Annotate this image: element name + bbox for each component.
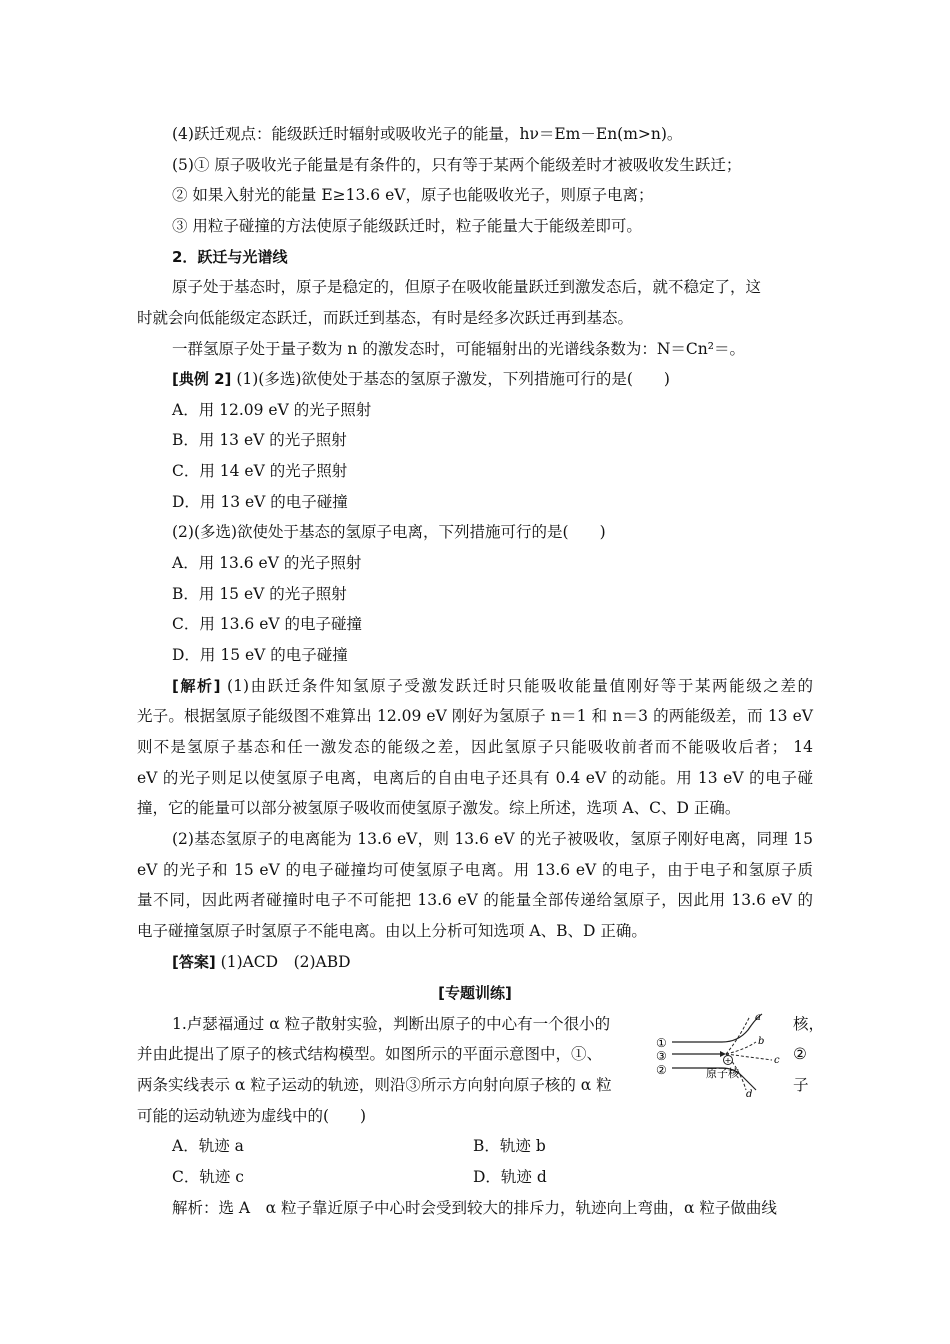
solution-2-line-4: 电子碰撞氢原子时氢原子不能电离。由以上分析可知选项 A、B、D 正确。 <box>137 922 647 940</box>
answer-label: [答案] <box>172 953 216 971</box>
option-2b: B．用 15 eV 的光子照射 <box>172 585 347 603</box>
solution-line-1 <box>172 676 813 696</box>
paragraph-1-line-1: 原子处于基态时，原子是稳定的，但原子在吸收能量跃迁到激发态后，就不稳定了，这 <box>172 278 762 296</box>
example-question-1 <box>172 369 670 389</box>
solution-line-3: 则不是氢原子基态和任一激发态的能级之差，因此氢原子只能吸收前者而不能吸收后者； 14 <box>137 738 813 756</box>
label-d: d <box>746 1089 753 1100</box>
training-option-b: B．轨迹 b <box>473 1137 546 1155</box>
option-2c: C．用 13.6 eV 的电子碰撞 <box>172 615 363 633</box>
training-q1-line-2: 并由此提出了原子的核式结构模型。如图所示的平面示意图中，①、 <box>137 1045 603 1063</box>
point-5-1: (5)① 原子吸收光子能量是有条件的，只有等于某两个能级差时才被吸收发生跃迁； <box>172 156 742 174</box>
paragraph-1-line-2: 时就会向低能级定态跃迁，而跃迁到基态，有时是经多次跃迁再到基态。 <box>137 309 634 327</box>
point-4: (4)跃迁观点：能级跃迁时辐射或吸收光子的能量，hν＝Em－En(m>n)。 <box>172 125 683 143</box>
answer-text: (1)ACD (2)ABD <box>220 953 351 971</box>
nucleus-plus: + <box>724 1056 732 1065</box>
section-heading-2: 2．跃迁与光谱线 <box>172 248 288 266</box>
label-b: b <box>758 1036 765 1047</box>
option-1b: B．用 13 eV 的光子照射 <box>172 431 347 449</box>
example-label: [典例 2] <box>172 370 232 388</box>
training-q1-line-1-tail: 核， <box>793 1015 825 1033</box>
solution-label: [解析] <box>172 677 221 695</box>
training-q1-line-2-tail: ② <box>793 1045 807 1063</box>
training-option-d: D．轨迹 d <box>473 1168 547 1186</box>
paragraph-2: 一群氢原子处于量子数为 n 的激发态时，可能辐射出的光谱线条数为：N＝Cn²＝。 <box>172 340 745 358</box>
label-c: c <box>774 1055 780 1066</box>
point-5-3: ③ 用粒子碰撞的方法使原子能级跃迁时，粒子能量大于能级差即可。 <box>172 217 642 235</box>
alpha-scattering-diagram <box>652 1010 830 1100</box>
answer-line <box>172 952 351 972</box>
label-track-3: ③ <box>656 1049 667 1063</box>
training-q1-line-1: 1.卢瑟福通过 α 粒子散射实验，判断出原子的中心有一个很小的 <box>172 1015 611 1033</box>
label-track-2: ② <box>656 1063 667 1077</box>
example-question-2: (2)(多选)欲使处于基态的氢原子电离，下列措施可行的是( ) <box>172 523 606 541</box>
training-q1-line-4: 可能的运动轨迹为虚线中的( ) <box>137 1107 367 1125</box>
training-option-a: A．轨迹 a <box>172 1137 244 1155</box>
solution-line-5: 撞，它的能量可以部分被氢原子吸收而使氢原子激发。综上所述，选项 A、C、D 正确。 <box>137 799 741 817</box>
solution-2-line-2: eV 的光子和 15 eV 的电子碰撞均可使氢原子电离。用 13.6 eV 的电子，由于电子和氢原子质 <box>137 861 813 879</box>
label-nucleus: 原子核 <box>706 1067 739 1080</box>
option-1a: A．用 12.09 eV 的光子照射 <box>172 401 372 419</box>
training-q1-line-3-tail: 子 <box>793 1076 809 1094</box>
training-q1-line-3: 两条实线表示 α 粒子运动的轨迹，则沿③所示方向射向原子核的 α 粒 <box>137 1076 612 1094</box>
point-5-2: ② 如果入射光的能量 E≥13.6 eV，原子也能吸收光子，则原子电离； <box>172 186 654 204</box>
training-option-c: C．轨迹 c <box>172 1168 244 1186</box>
option-1c: C．用 14 eV 的光子照射 <box>172 462 348 480</box>
solution-line-4: eV 的光子则足以使氢原子电离，电离后的自由电子还具有 0.4 eV 的动能。用 13 eV 的电子碰 <box>137 769 813 787</box>
example-question-1-text: (1)(多选)欲使处于基态的氢原子激发，下列措施可行的是( ) <box>236 370 670 388</box>
label-a: a <box>755 1012 761 1023</box>
trajectory-a <box>726 1016 750 1054</box>
training-solution: 解析：选 A α 粒子靠近原子中心时会受到较大的排斥力，轨迹向上弯曲，α 粒子做曲线 <box>172 1199 777 1217</box>
solution-line-2: 光子。根据氢原子能级图不难算出 12.09 eV 刚好为氢原子 n＝1 和 n＝3 的两能级差，而 13 eV <box>137 707 813 725</box>
option-2d: D．用 15 eV 的电子碰撞 <box>172 646 348 664</box>
option-2a: A．用 13.6 eV 的光子照射 <box>172 554 362 572</box>
option-1d: D．用 13 eV 的电子碰撞 <box>172 493 348 511</box>
solution-line-1-text: (1)由跃迁条件知氢原子受激发跃迁时只能吸收能量值刚好等于某两能级之差的 <box>227 677 813 695</box>
section-title-training: [专题训练] <box>438 984 512 1002</box>
solution-2-line-1: (2)基态氢原子的电离能为 13.6 eV，则 13.6 eV 的光子被吸收，氢原子刚好电离，同理 15 <box>172 830 813 848</box>
solution-2-line-3: 量不同，因此两者碰撞时电子不可能把 13.6 eV 的能量全部传递给氢原子，因此用 13.6 eV 的 <box>137 891 813 909</box>
label-track-1: ① <box>656 1036 667 1050</box>
